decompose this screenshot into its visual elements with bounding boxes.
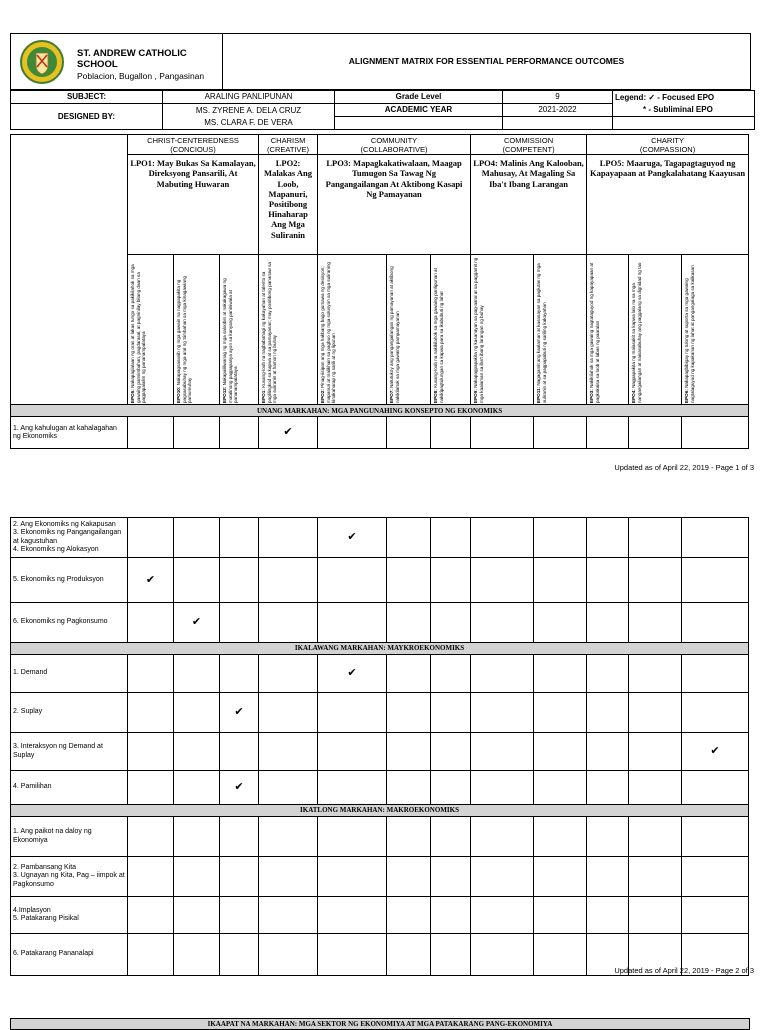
document-title: ALIGNMENT MATRIX FOR ESSENTIAL PERFORMANCE OUTCOMES: [223, 34, 751, 90]
matrix-cell: [682, 771, 749, 805]
matrix-cell: [387, 603, 431, 643]
page-1-footer: Updated as of April 22, 2019 - Page 1 of 3: [614, 463, 754, 472]
table-row: [11, 518, 749, 558]
grade-label: Grade Level: [335, 91, 503, 104]
matrix-cell: [629, 771, 682, 805]
matrix-cell: [318, 693, 387, 733]
matrix-cell: [174, 733, 220, 771]
epo-header-4: EPO1: Kusang-loob na nagbabahagi ng kakayahan at talento sa paglilingkod sa kapwa at sa pamayanan; may positibong pananaw sa mga suliranin at hamon ng buhay: [259, 255, 318, 405]
matrix-cell: [259, 857, 318, 897]
table-row: [11, 857, 749, 897]
matrix-cell: [471, 733, 534, 771]
academic-year-label: ACADEMIC YEAR: [335, 104, 503, 117]
matrix-cell: [128, 934, 174, 976]
matrix-cell: [387, 655, 431, 693]
matrix-cell: [431, 733, 471, 771]
matrix-cell: [318, 417, 387, 449]
matrix-cell: [318, 817, 387, 857]
matrix-cell: [587, 817, 629, 857]
matrix-cell: [431, 771, 471, 805]
matrix-cell: [128, 655, 174, 693]
check-mark: ✔: [234, 706, 244, 719]
matrix-cell: [387, 817, 431, 857]
matrix-cell: [259, 655, 318, 693]
matrix-cell: [128, 771, 174, 805]
matrix-cell: [259, 693, 318, 733]
matrix-corner: [11, 135, 128, 405]
matrix-cell: [682, 897, 749, 934]
row-label: 4.Implasyon 5. Patakarang Pisikal: [11, 897, 128, 934]
matrix-cell: [387, 518, 431, 558]
row-label: 2. Ang Ekonomiks ng Kakapusan 3. Ekonomiks ng Pangangailangan at kagustuhan 4. Ekonomiks ng Alokasyon: [11, 518, 128, 558]
matrix-cell: [629, 897, 682, 934]
matrix-cell: [220, 603, 259, 643]
matrix-cell: [629, 417, 682, 449]
core-community: COMMUNITY (COLLABORATIVE): [318, 135, 471, 155]
matrix-cell: [587, 558, 629, 603]
core-charism: CHARISM (CREATIVE): [259, 135, 318, 155]
school-name: ST. ANDREW CATHOLIC SCHOOL: [77, 48, 187, 70]
alignment-matrix-page1: [10, 134, 749, 449]
matrix-cell: [259, 558, 318, 603]
matrix-cell: [128, 693, 174, 733]
table-row: [11, 603, 749, 643]
matrix-cell: [318, 771, 387, 805]
matrix-cell: [534, 655, 587, 693]
matrix-cell: [471, 897, 534, 934]
matrix-cell: [387, 558, 431, 603]
matrix-cell: [220, 518, 259, 558]
matrix-cell: [174, 603, 220, 643]
subject-label: SUBJECT:: [11, 91, 163, 104]
matrix-cell: [587, 733, 629, 771]
matrix-cell: [220, 558, 259, 603]
matrix-cell: [387, 693, 431, 733]
matrix-cell: [174, 897, 220, 934]
matrix-cell: [318, 733, 387, 771]
matrix-cell: [587, 897, 629, 934]
row-label: 2. Pambansang Kita 3. Ugnayan ng Kita, Pag – iimpok at Pagkonsumo: [11, 857, 128, 897]
row-label: 5. Ekonomiks ng Produksyon: [11, 558, 128, 603]
matrix-cell: [471, 417, 534, 449]
matrix-cell: [431, 897, 471, 934]
row-label: 1. Ang paikot na daloy ng Ekonomiya: [11, 817, 128, 857]
matrix-cell: [128, 857, 174, 897]
matrix-cell: [471, 558, 534, 603]
info-table: [10, 90, 755, 130]
matrix-cell: [259, 733, 318, 771]
lpo2: LPO2: Malakas Ang Loob, Mapanuri, Positibong Hinaharap Ang Mga Suliranin: [259, 155, 318, 255]
row-label: 2. Suplay: [11, 693, 128, 733]
matrix-cell: [220, 733, 259, 771]
matrix-cell: [471, 655, 534, 693]
check-mark: ✔: [347, 667, 357, 680]
matrix-cell: [587, 693, 629, 733]
row-label: 3. Interaksyon ng Demand at Suplay: [11, 733, 128, 771]
check-mark: ✔: [145, 573, 156, 586]
matrix-cell: [587, 603, 629, 643]
row-label: 1. Demand: [11, 655, 128, 693]
alignment-matrix-page2: [10, 517, 749, 976]
quarter-2-band: IKALAWANG MARKAHAN: MAYKROEKONOMIKS: [11, 643, 749, 655]
check-mark: ✔: [347, 531, 357, 544]
matrix-cell: [259, 417, 318, 449]
matrix-cell: [220, 897, 259, 934]
matrix-cell: [220, 655, 259, 693]
epo-header-1: EPO5: Nakapaglalaan ng oras at lakas tungo sa pakikilahok sa mga gawaing pansimbahan, pagdarasal, at pagninilay bilang daan sa pagpapalalim ng pananampalataya: [128, 255, 174, 405]
matrix-cell: [318, 603, 387, 643]
matrix-cell: [387, 934, 431, 976]
table-row: [11, 733, 749, 771]
row-label: 1. Ang kahulugan at kahalagahan ng Ekonomiks: [11, 417, 128, 449]
school-logo: [20, 40, 64, 84]
matrix-cell: [128, 558, 174, 603]
matrix-cell: [220, 417, 259, 449]
matrix-cell: [629, 655, 682, 693]
epo-header-12: EPO6: Nakapagbibigay ng tulong at suporta sa mga gawaing nagtataguyod ng kapakanan ng lahat at pangangalaga sa kalikasan: [682, 255, 749, 405]
epo-header-2: EPO10: Nakapagsasanib ng mga gawain na nagpapakita ng pagsasabuhay ng mga aral ng Simbahan sa mga kinagawiang pamumuhay: [174, 255, 220, 405]
designer-1: MS. ZYRENE A. DELA CRUZ: [163, 104, 335, 117]
designed-by-label: DESIGNED BY:: [11, 104, 163, 130]
matrix-cell: [471, 817, 534, 857]
quarter-1-band: UNANG MARKAHAN: MGA PANGUNAHING KONSEPTO NG EKONOMIKS: [11, 405, 749, 417]
core-christ-centeredness: CHRIST-CENTEREDNESS (CONCIOUS): [128, 135, 259, 155]
epo-header-6: EPO7: Natutukoy ang pangangailangan ng pamayanan at aktibong nakikilahok sa mga gawaing pampamayanan: [387, 255, 431, 405]
check-mark: ✔: [191, 616, 202, 629]
table-row: [11, 693, 749, 733]
epo-header-9: EPO11: Nagagamit ang kaalaman at kasanayan sa paglutas ng mga suliranin at sa pagpapabuti ng sariling kakayahan: [534, 255, 587, 405]
matrix-cell: [318, 857, 387, 897]
lpo3: LPO3: Mapagkakatiwalaan, Maagap Tumugon Sa Tawag Ng Pangangailangan At Aktibong Kasapi Ng Pamayanan: [318, 155, 471, 255]
matrix-cell: [629, 693, 682, 733]
matrix-cell: [431, 655, 471, 693]
matrix-cell: [431, 558, 471, 603]
matrix-cell: [128, 897, 174, 934]
table-row: [11, 558, 749, 603]
legend-subliminal: * - Subliminal EPO: [613, 104, 755, 117]
matrix-cell: [174, 693, 220, 733]
lpo1: LPO1: May Bukas Sa Kamalayan, Direksyong Pansarili, At Mabuting Huwaran: [128, 155, 259, 255]
matrix-cell: [534, 603, 587, 643]
lpo4: LPO4: Malinis Ang Kalooban, Mahusay, At Magaling Sa Iba't Ibang Larangan: [471, 155, 587, 255]
epo-header-5: EPO2: Pinag-iisipan ang mga hakbang bago gumawa ng desisyon; mapanuri at malikhain sa pagbuo ng mga solusyon sa mga suliraning kinakaharap ng sarili at ng lipunan: [318, 255, 387, 405]
matrix-cell: [431, 518, 471, 558]
matrix-cell: [534, 897, 587, 934]
matrix-cell: [220, 857, 259, 897]
matrix-cell: [587, 857, 629, 897]
table-row: [11, 897, 749, 934]
matrix-cell: [534, 417, 587, 449]
matrix-cell: [387, 733, 431, 771]
epo-header-11: EPO4: Nagpapakita ng malasakit sa kapwa lalo na sa mga nangangailangan at naisasabuhay ang paggalang sa dignidad ng tao: [629, 255, 682, 405]
matrix-cell: [174, 934, 220, 976]
matrix-cell: [587, 655, 629, 693]
matrix-cell: [682, 603, 749, 643]
matrix-cell: [259, 934, 318, 976]
matrix-cell: [471, 603, 534, 643]
matrix-cell: [471, 693, 534, 733]
matrix-cell: [587, 417, 629, 449]
matrix-cell: [128, 603, 174, 643]
legend-focused: Legend: ✓ - Focused EPO: [613, 91, 755, 104]
epo-header-3: EPO12: Nakapaliliwanag ng mga saloobin at nakakagawa ng matalinong pagpapasya ayon sa kanyang paniniwala at pananampalataya: [220, 255, 259, 405]
matrix-cell: [387, 857, 431, 897]
row-label: 6. Patakarang Pananalapi: [11, 934, 128, 976]
matrix-cell: [431, 934, 471, 976]
matrix-cell: [471, 771, 534, 805]
matrix-cell: [629, 857, 682, 897]
epo-header-8: EPO9: Nakapagpapakita ng kasanayan sa pag-aaral at sa paggamit ng mga kaalaman sa iba't ibang larangan ng buhay: [471, 255, 534, 405]
matrix-cell: [128, 417, 174, 449]
matrix-cell: [174, 771, 220, 805]
matrix-cell: [174, 518, 220, 558]
matrix-cell: [629, 817, 682, 857]
matrix-cell: [431, 693, 471, 733]
matrix-cell: [259, 603, 318, 643]
matrix-cell: [587, 771, 629, 805]
designer-2: MS. CLARA F. DE VERA: [163, 117, 335, 130]
matrix-cell: [471, 857, 534, 897]
quarter-4-band: IKAAPAT NA MARKAHAN: MGA SEKTOR NG EKONOMIYA AT MGA PATAKARANG PANG-EKONOMIYA: [10, 1018, 750, 1030]
matrix-cell: [128, 518, 174, 558]
matrix-cell: [128, 817, 174, 857]
matrix-cell: [682, 558, 749, 603]
matrix-cell: [534, 733, 587, 771]
matrix-cell: [318, 655, 387, 693]
matrix-cell: [534, 817, 587, 857]
matrix-cell: [318, 897, 387, 934]
document-header: [10, 33, 751, 90]
matrix-cell: [387, 771, 431, 805]
matrix-cell: [682, 655, 749, 693]
quarter-3-band: IKATLONG MARKAHAN: MAKROEKONOMIKS: [11, 805, 749, 817]
check-mark: ✔: [234, 781, 244, 794]
epo-header-10: EPO3: Nakikilahok sa mga gawaing nagtataguyod ng kapayapaan at pagkakaisa sa loob at labas ng paaralan: [587, 255, 629, 405]
matrix-cell: [318, 558, 387, 603]
matrix-cell: [682, 518, 749, 558]
grade-value: 9: [503, 91, 613, 104]
check-mark: ✔: [283, 426, 293, 439]
matrix-cell: [174, 857, 220, 897]
matrix-cell: [220, 693, 259, 733]
matrix-cell: [174, 417, 220, 449]
table-row: [11, 655, 749, 693]
matrix-cell: [318, 934, 387, 976]
check-mark: ✔: [710, 745, 720, 758]
matrix-cell: [431, 603, 471, 643]
academic-year-value: 2021-2022: [503, 104, 613, 117]
matrix-cell: [387, 417, 431, 449]
matrix-cell: [259, 771, 318, 805]
matrix-cell: [471, 518, 534, 558]
matrix-cell: [682, 733, 749, 771]
matrix-cell: [431, 857, 471, 897]
matrix-cell: [534, 518, 587, 558]
table-row: [11, 817, 749, 857]
matrix-cell: [431, 817, 471, 857]
matrix-cell: [259, 817, 318, 857]
epo-header-7: EPO8: Kusang-loob na nakikilahok sa mga gawaing panlipunan at nakikipagtulungan sa kapwa para sa ikabubuti ng lahat: [431, 255, 471, 405]
row-label: 4. Pamilihan: [11, 771, 128, 805]
matrix-cell: [220, 817, 259, 857]
matrix-cell: [128, 733, 174, 771]
table-row: [11, 771, 749, 805]
school-header-cell: [11, 34, 223, 90]
table-row: [11, 417, 749, 449]
matrix-cell: [682, 693, 749, 733]
row-label: 6. Ekonomiks ng Pagkonsumo: [11, 603, 128, 643]
core-commission: COMMISSION (COMPETENT): [471, 135, 587, 155]
matrix-cell: [259, 897, 318, 934]
matrix-cell: [174, 655, 220, 693]
matrix-cell: [629, 518, 682, 558]
matrix-cell: [682, 417, 749, 449]
matrix-cell: [174, 558, 220, 603]
matrix-cell: [387, 897, 431, 934]
matrix-cell: [431, 417, 471, 449]
core-charity: CHARITY (COMPASSION): [587, 135, 749, 155]
matrix-cell: [259, 518, 318, 558]
matrix-cell: [174, 817, 220, 857]
lpo5: LPO5: Maaruga, Tagapagtaguyod ng Kapayapaan at Pangkalahatang Kaayusan: [587, 155, 749, 255]
matrix-cell: [534, 558, 587, 603]
school-address: Poblacion, Bugallon , Pangasinan: [77, 70, 205, 81]
matrix-cell: [629, 733, 682, 771]
matrix-cell: [220, 771, 259, 805]
matrix-cell: [682, 857, 749, 897]
matrix-cell: [587, 518, 629, 558]
matrix-cell: [534, 771, 587, 805]
matrix-cell: [534, 693, 587, 733]
matrix-cell: [318, 518, 387, 558]
matrix-cell: [629, 603, 682, 643]
subject-value: ARALING PANLIPUNAN: [163, 91, 335, 104]
matrix-cell: [682, 817, 749, 857]
matrix-cell: [629, 558, 682, 603]
matrix-cell: [220, 934, 259, 976]
page-2-footer: Updated as of April 22, 2019 - Page 2 of 3: [614, 966, 754, 975]
matrix-cell: [534, 857, 587, 897]
